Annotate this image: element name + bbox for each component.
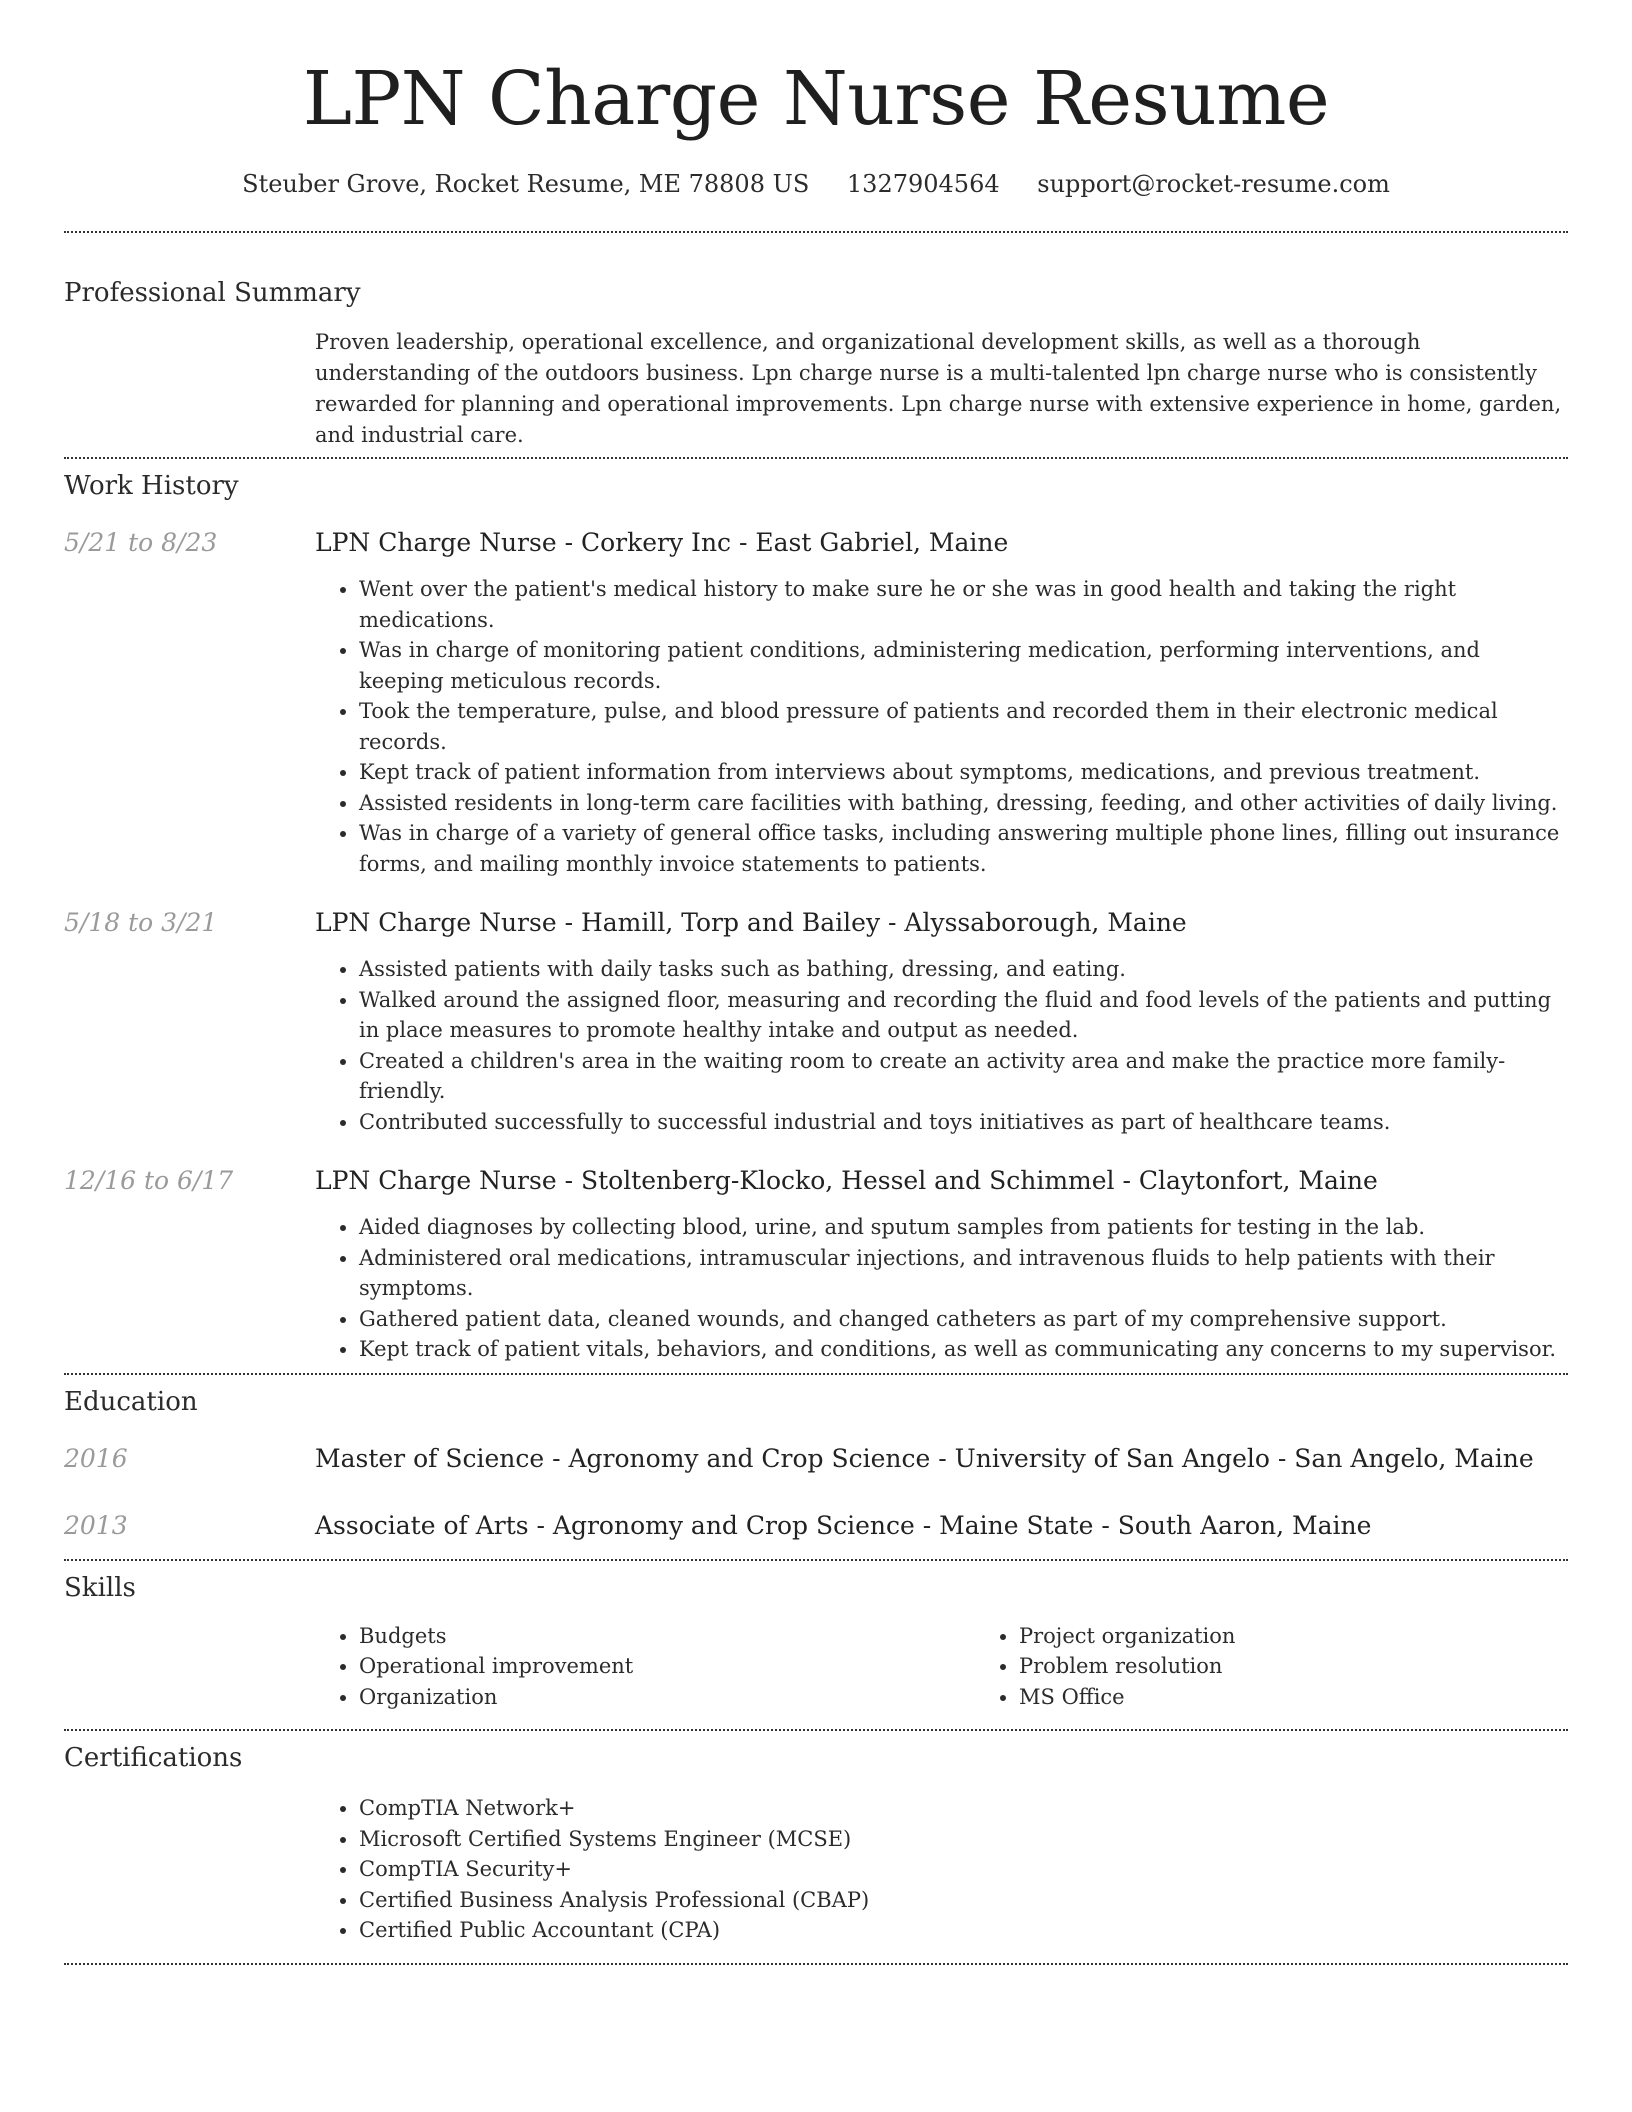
certifications-heading: Certifications — [64, 1743, 243, 1773]
list-item: • Was in charge of monitoring patient conditions, administering medication, performing interventions, and keeping meticulous records. — [359, 635, 1568, 696]
job-title: LPN Charge Nurse - Stoltenberg-Klocko, Hessel and Schimmel - Claytonfort, Maine — [315, 1166, 1378, 1195]
list-item: • Organization — [359, 1682, 975, 1713]
job-bullets — [315, 954, 1568, 1137]
contact-phone: 1327904564 — [846, 170, 1000, 198]
section-divider — [64, 1729, 1568, 1731]
certifications-section — [64, 1741, 1568, 1946]
list-item: • Microsoft Certified Systems Engineer (MCSE) — [359, 1824, 1568, 1855]
list-item: • Certified Business Analysis Professional (CBAP) — [359, 1885, 1568, 1916]
education-title: Master of Science - Agronomy and Crop Science - University of San Angelo - San Angelo, Maine — [315, 1443, 1534, 1473]
job-bullets — [315, 574, 1568, 879]
education-heading: Education — [64, 1386, 198, 1417]
list-item: • Administered oral medications, intramuscular injections, and intravenous fluids to help patients with their symptoms. — [359, 1243, 1568, 1304]
skills-heading: Skills — [64, 1572, 136, 1603]
resume-header — [64, 0, 1568, 200]
list-item: • MS Office — [1019, 1682, 1632, 1713]
job-dates: 5/21 to 8/23 — [64, 528, 218, 557]
list-item: • Contributed successfully to successful industrial and toys initiatives as part of healthcare teams. — [359, 1107, 1568, 1138]
list-item: • Walked around the assigned floor, measuring and recording the fluid and food levels of the patients and putting in place measures to promote healthy intake and output as needed. — [359, 985, 1568, 1046]
section-divider — [64, 1559, 1568, 1561]
section-divider — [64, 231, 1568, 233]
list-item: • Went over the patient's medical history to make sure he or she was in good health and taking the right medications. — [359, 574, 1568, 635]
list-item: • Assisted patients with daily tasks such as bathing, dressing, and eating. — [359, 954, 1568, 985]
job-entry — [64, 906, 1568, 1137]
section-divider — [64, 457, 1568, 459]
contact-address: Steuber Grove, Rocket Resume, ME 78808 US — [242, 170, 810, 198]
certifications-row — [64, 1793, 1568, 1946]
certifications-list — [315, 1793, 1568, 1946]
skills-list — [315, 1621, 975, 1713]
resume-title: LPN Charge Nurse Resume — [302, 56, 1330, 142]
skills-row — [64, 1621, 1568, 1713]
skills-section — [64, 1571, 1568, 1713]
list-item: • CompTIA Security+ — [359, 1854, 1568, 1885]
education-year: 2013 — [64, 1510, 128, 1540]
summary-row — [64, 327, 1568, 451]
list-item: • Kept track of patient vitals, behaviors, and conditions, as well as communicating any concerns to my supervisor. — [359, 1334, 1568, 1365]
education-entry — [64, 1442, 1568, 1476]
education-section — [64, 1385, 1568, 1543]
list-item: • Gathered patient data, cleaned wounds, and changed catheters as part of my comprehensive support. — [359, 1304, 1568, 1335]
job-title: LPN Charge Nurse - Corkery Inc - East Gabriel, Maine — [315, 528, 1009, 557]
job-entry — [64, 1164, 1568, 1365]
job-bullets — [315, 1212, 1568, 1365]
list-item: • Certified Public Accountant (CPA) — [359, 1915, 1568, 1946]
list-item: • Problem resolution — [1019, 1651, 1632, 1682]
list-item: • Kept track of patient information from interviews about symptoms, medications, and previous treatment. — [359, 757, 1568, 788]
section-divider — [64, 1373, 1568, 1375]
job-title: LPN Charge Nurse - Hamill, Torp and Bailey - Alyssaborough, Maine — [315, 908, 1187, 937]
summary-text: Proven leadership, operational excellence, and organizational development skills, as well as a thorough understanding of the outdoors business. Lpn charge nurse is a multi-talented lpn charge nurse who is consistently rewarded for planning and operational improvements. Lpn charge nurse with extensive experience in home, garden, and industrial care. — [315, 330, 1562, 447]
list-item: • Aided diagnoses by collecting blood, urine, and sputum samples from patients for testing in the lab. — [359, 1212, 1568, 1243]
contact-line — [64, 168, 1568, 200]
summary-section — [64, 276, 1568, 451]
list-item: • Was in charge of a variety of general office tasks, including answering multiple phone lines, filling out insurance forms, and mailing monthly invoice statements to patients. — [359, 818, 1568, 879]
list-item: • Took the temperature, pulse, and blood pressure of patients and recorded them in their electronic medical records. — [359, 696, 1568, 757]
list-item: • CompTIA Network+ — [359, 1793, 1568, 1824]
list-item: • Budgets — [359, 1621, 975, 1652]
education-year: 2016 — [64, 1443, 128, 1473]
work-history-section — [64, 469, 1568, 1365]
education-entry — [64, 1509, 1568, 1543]
list-item: • Assisted residents in long-term care facilities with bathing, dressing, feeding, and other activities of daily living. — [359, 788, 1568, 819]
summary-heading: Professional Summary — [64, 278, 361, 308]
contact-email: support@rocket-resume.com — [1037, 170, 1390, 198]
list-item: • Project organization — [1019, 1621, 1632, 1652]
job-dates: 12/16 to 6/17 — [64, 1166, 234, 1195]
education-title: Associate of Arts - Agronomy and Crop Science - Maine State - South Aaron, Maine — [315, 1510, 1372, 1540]
section-divider — [64, 1963, 1568, 1965]
list-item: • Created a children's area in the waiting room to create an activity area and make the practice more family-friendly. — [359, 1046, 1568, 1107]
list-item: • Operational improvement — [359, 1651, 975, 1682]
skills-list — [975, 1621, 1632, 1713]
work-history-heading: Work History — [64, 471, 239, 501]
job-dates: 5/18 to 3/21 — [64, 908, 218, 937]
job-entry — [64, 526, 1568, 879]
